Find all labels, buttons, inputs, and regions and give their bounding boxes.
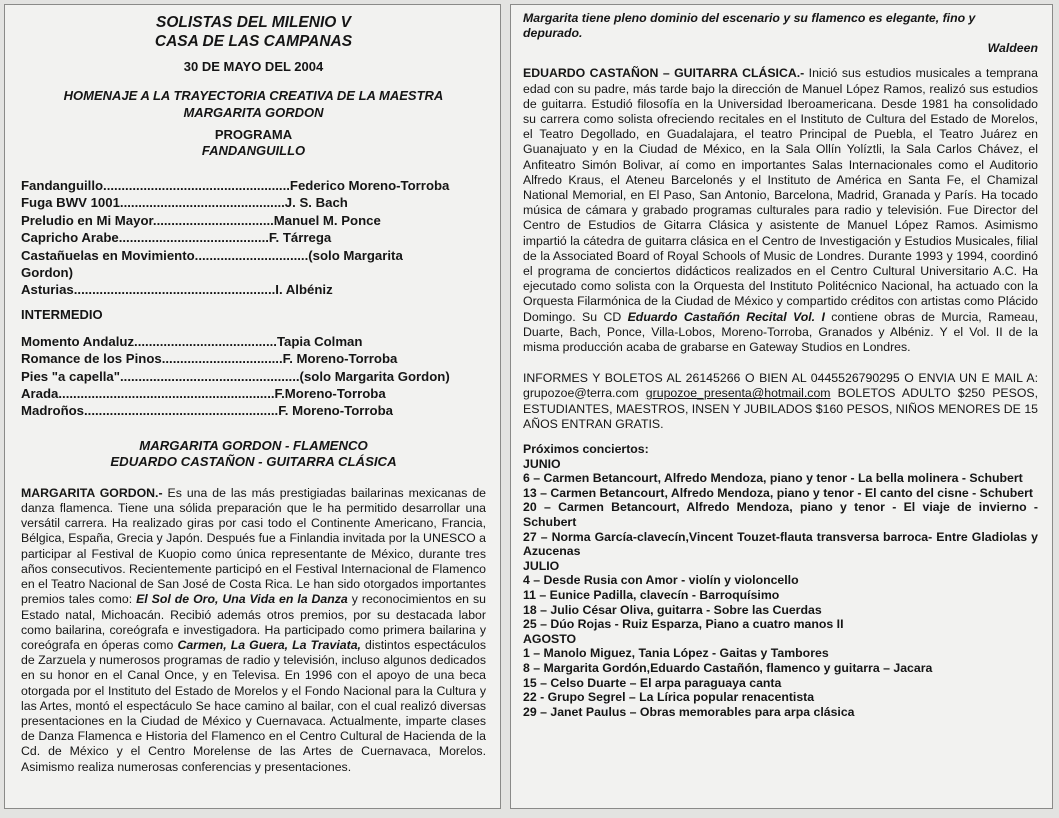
program-item: Gordon) [21, 265, 74, 281]
performers-heading: MARGARITA GORDON - FLAMENCO EDUARDO CASTAÑON - GUITARRA CLÁSICA [110, 437, 397, 469]
left-page [4, 4, 501, 809]
quote-author: Waldeen [987, 41, 1038, 56]
review-quote: Margarita tiene pleno dominio del escenario y su flamenco es elegante, fino y depurado. [523, 11, 976, 41]
concert-item: 1 – Manolo Miguez, Tania López - Gaitas y Tambores [523, 646, 829, 661]
right-page [510, 4, 1053, 809]
program-part-1 [21, 177, 486, 299]
concert-item: 15 – Celso Duarte – El arpa paraguaya canta [523, 675, 782, 690]
concert-item: 20 – Carmen Betancourt, Alfredo Mendoza, piano y tenor - El viaje de invierno - Schubert [523, 500, 1038, 530]
concert-item: 4 – Desde Rusia con Amor - violín y violoncello [523, 573, 799, 588]
program-item: Madroños.....................................................F. Moreno-Torroba [21, 403, 393, 419]
concert-item: 29 – Janet Paulus – Obras memorables para arpa clásica [523, 704, 855, 719]
castanon-biography: EDUARDO CASTAÑON – GUITARRA CLÁSICA.- Inició sus estudios musicales a temprana edad con su padre, más tarde bajo la dirección de Manuel López Ramos, realizó sus estudios de guitarra. Estudió filosofía en la Universidad Iberoamericana. Desde 1981 ha consolidado su carrera como solista ofreciendo recitales en el Instituto de Cultura del Estado de Morelos, el Teatro Degollado, en Guadalajara, el teatro Principal de Puebla, el Teatro Juárez en Guanajuato y en la Ciudad de México, en la Sala Ollín Yolíztli, la Sala Carlos Chávez, el Anfiteatro Simón Bolivar, aí como en importantes Salas Internacionales como el Auditorio Alfredo Kraus, el Ateneu Barcelonés y el Instituto de América en Santa Fe, el Chamizal National Memorial, en El Paso, San Antonio, Barcelona, Madrid, Granada y París. Ha tocado música de cámara y grabado programas culturales para radio y televisión. Fue Director del Centro de Estudios de Gitarra Clásica y asistente de Manuel López Ramos. Asimismo impartió la cátedra de guitarra clásica en el Centro de Investigación y Estudios Musicales, filial de la Associated Board of Royal Schools of Music de Londres. Durante 1993 y 1994, coordinó el programa de conciertos didácticos realizados en el Centro Cultural Universitario A.C. Ha ejecutado como solista con la Orquesta del Instituto Politécnico Nacional, ha actuado con la Orquesta Filarmónica de la Ciudad de México y compartido créditos con artistas como Plácido Domingo. Su CD Eduardo Castañón Recital Vol. I contiene obras de Murcia, Rameau, Duarte, Bach, Ponce, Villa-Lobos, Moreno-Torroba, Granados y Albéniz. Y el Vol. II de la misma producción acaba de grabarse en Gateway Studios en Londres. [523, 66, 1038, 355]
month-heading: JULIO [523, 558, 560, 573]
upcoming-heading: Próximos conciertos: [523, 442, 649, 457]
concert-item: 27 – Norma García-clavecín,Vincent Touzet-flauta transversa barroca- Entre Gladiolas y Azucenas [523, 529, 1038, 559]
program-item: Fuga BWV 1001.............................................J. S. Bach [21, 195, 348, 211]
concert-item: 25 – Dúo Rojas - Ruiz Esparza, Piano a cuatro manos II [523, 617, 844, 632]
program-part-2 [21, 333, 486, 420]
month-heading: JUNIO [523, 456, 561, 471]
program-item: Preludio en Mi Mayor.................................Manuel M. Ponce [21, 212, 381, 228]
concert-item: 11 – Eunice Padilla, clavecín - Barroquísimo [523, 588, 780, 603]
event-date: 30 DE MAYO DEL 2004 [183, 59, 324, 74]
program-item: Asturias.......................................................I. Albéniz [21, 282, 333, 298]
upcoming-concerts [523, 442, 1038, 719]
concert-item: 13 – Carmen Betancourt, Alfredo Mendoza, piano y tenor - El canto del cisne - Schubert [523, 485, 1033, 500]
concert-item: 8 – Margarita Gordón,Eduardo Castañón, flamenco y guitarra – Jacara [523, 660, 933, 675]
program-item: Arada...........................................................F.Moreno-Torroba [21, 386, 386, 402]
program-item: Pies "a capella".................................................(solo Margarita Gordon) [21, 368, 450, 384]
concert-item: 22 - Grupo Segrel – La Lírica popular renacentista [523, 690, 815, 705]
month-heading: AGOSTO [523, 631, 577, 646]
tickets-info: INFORMES Y BOLETOS AL 26145266 O BIEN AL 0445526790295 O ENVIA UN E MAIL A: grupozoe@terra.com grupozoe_presenta@hotmail.com BOLETOS ADULTO $250 PESOS, ESTUDIANTES, MAESTROS, INSEN Y JUBILADOS $160 PESOS, NIÑOS MENORES DE 15 AÑOS ENTRAN GRATIS. [523, 371, 1038, 431]
concert-item: 18 – Julio César Oliva, guitarra - Sobre las Cuerdas [523, 602, 822, 617]
email-link[interactable]: grupozoe_presenta@hotmail.com [645, 386, 831, 401]
concert-item: 6 – Carmen Betancourt, Alfredo Mendoza, piano y tenor - La bella molinera - Schubert [523, 471, 1023, 486]
tribute-heading: HOMENAJE A LA TRAYECTORIA CREATIVA DE LA MAESTRA MARGARITA GORDON [63, 88, 444, 120]
program-subheading: FANDANGUILLO [201, 143, 306, 158]
gordon-biography: MARGARITA GORDON.- Es una de las más prestigiadas bailarinas mexicanas de danza flamenca. Tiene una sólida preparación que le ha permitido desarrollar una versátil carrera. Ha realizado giras por casi todo el Continente Americano, Francia, Bélgica, España, Grecia y Japón. Después fue a Finlandia invitada por la UNESCO a participar al Festival de Kuopio como única representante de México, durante tres años consecutivos. Recientemente participó en el Festival Internacional de Flamenco en el Teatro Nacional de San José de Costa Rica. Le han sido otorgados importantes premios tales como: El Sol de Oro, Una Vida en la Danza y reconocimientos en su Estado natal, Michoacán. Recibió además otros premios, por su destacada labor como bailarina, coreógrafa e investigadora. Ha participado como primera bailarina y coreógrafa en óperas como Carmen, La Guera, La Traviata, distintos espectáculos de Zarzuela y numerosos programas de radio y televisión, incluso algunos dedicados en su honor en el Canal Once, y en Televisa. En 1996 con el apoyo de una beca otorgada por el Instituto del Estado de Morelos y el Fondo Nacional para la Cultura y las Artes, montó el espectáculo Se hace camino al bailar, con el cual realizó diversas presentaciones en la Ciudad de México y Cuernavaca. Actualmente, imparte clases de Danza Flamenca e Historia del Flamenco en el Centro Cultural de Hacienda de la Cd. de México y el Centro Morelense de las Artes de Cuernavaca, Morelos. Asimismo realiza numerosas conferencias y presentaciones. [21, 485, 486, 774]
program-item: Capricho Arabe.........................................F. Tárrega [21, 230, 332, 246]
program-item: Momento Andaluz.......................................Tapia Colman [21, 333, 363, 349]
program-item: Castañuelas en Movimiento...............................(solo Margarita [21, 247, 403, 263]
program-item: Fandanguillo...................................................Federico Moreno-Torroba [21, 178, 450, 193]
intermission-label: INTERMEDIO [21, 306, 103, 322]
program-heading: PROGRAMA [214, 127, 293, 142]
event-title: SOLISTAS DEL MILENIO V CASA DE LAS CAMPANAS [154, 14, 353, 50]
program-item: Romance de los Pinos.................................F. Moreno-Torroba [21, 351, 398, 367]
